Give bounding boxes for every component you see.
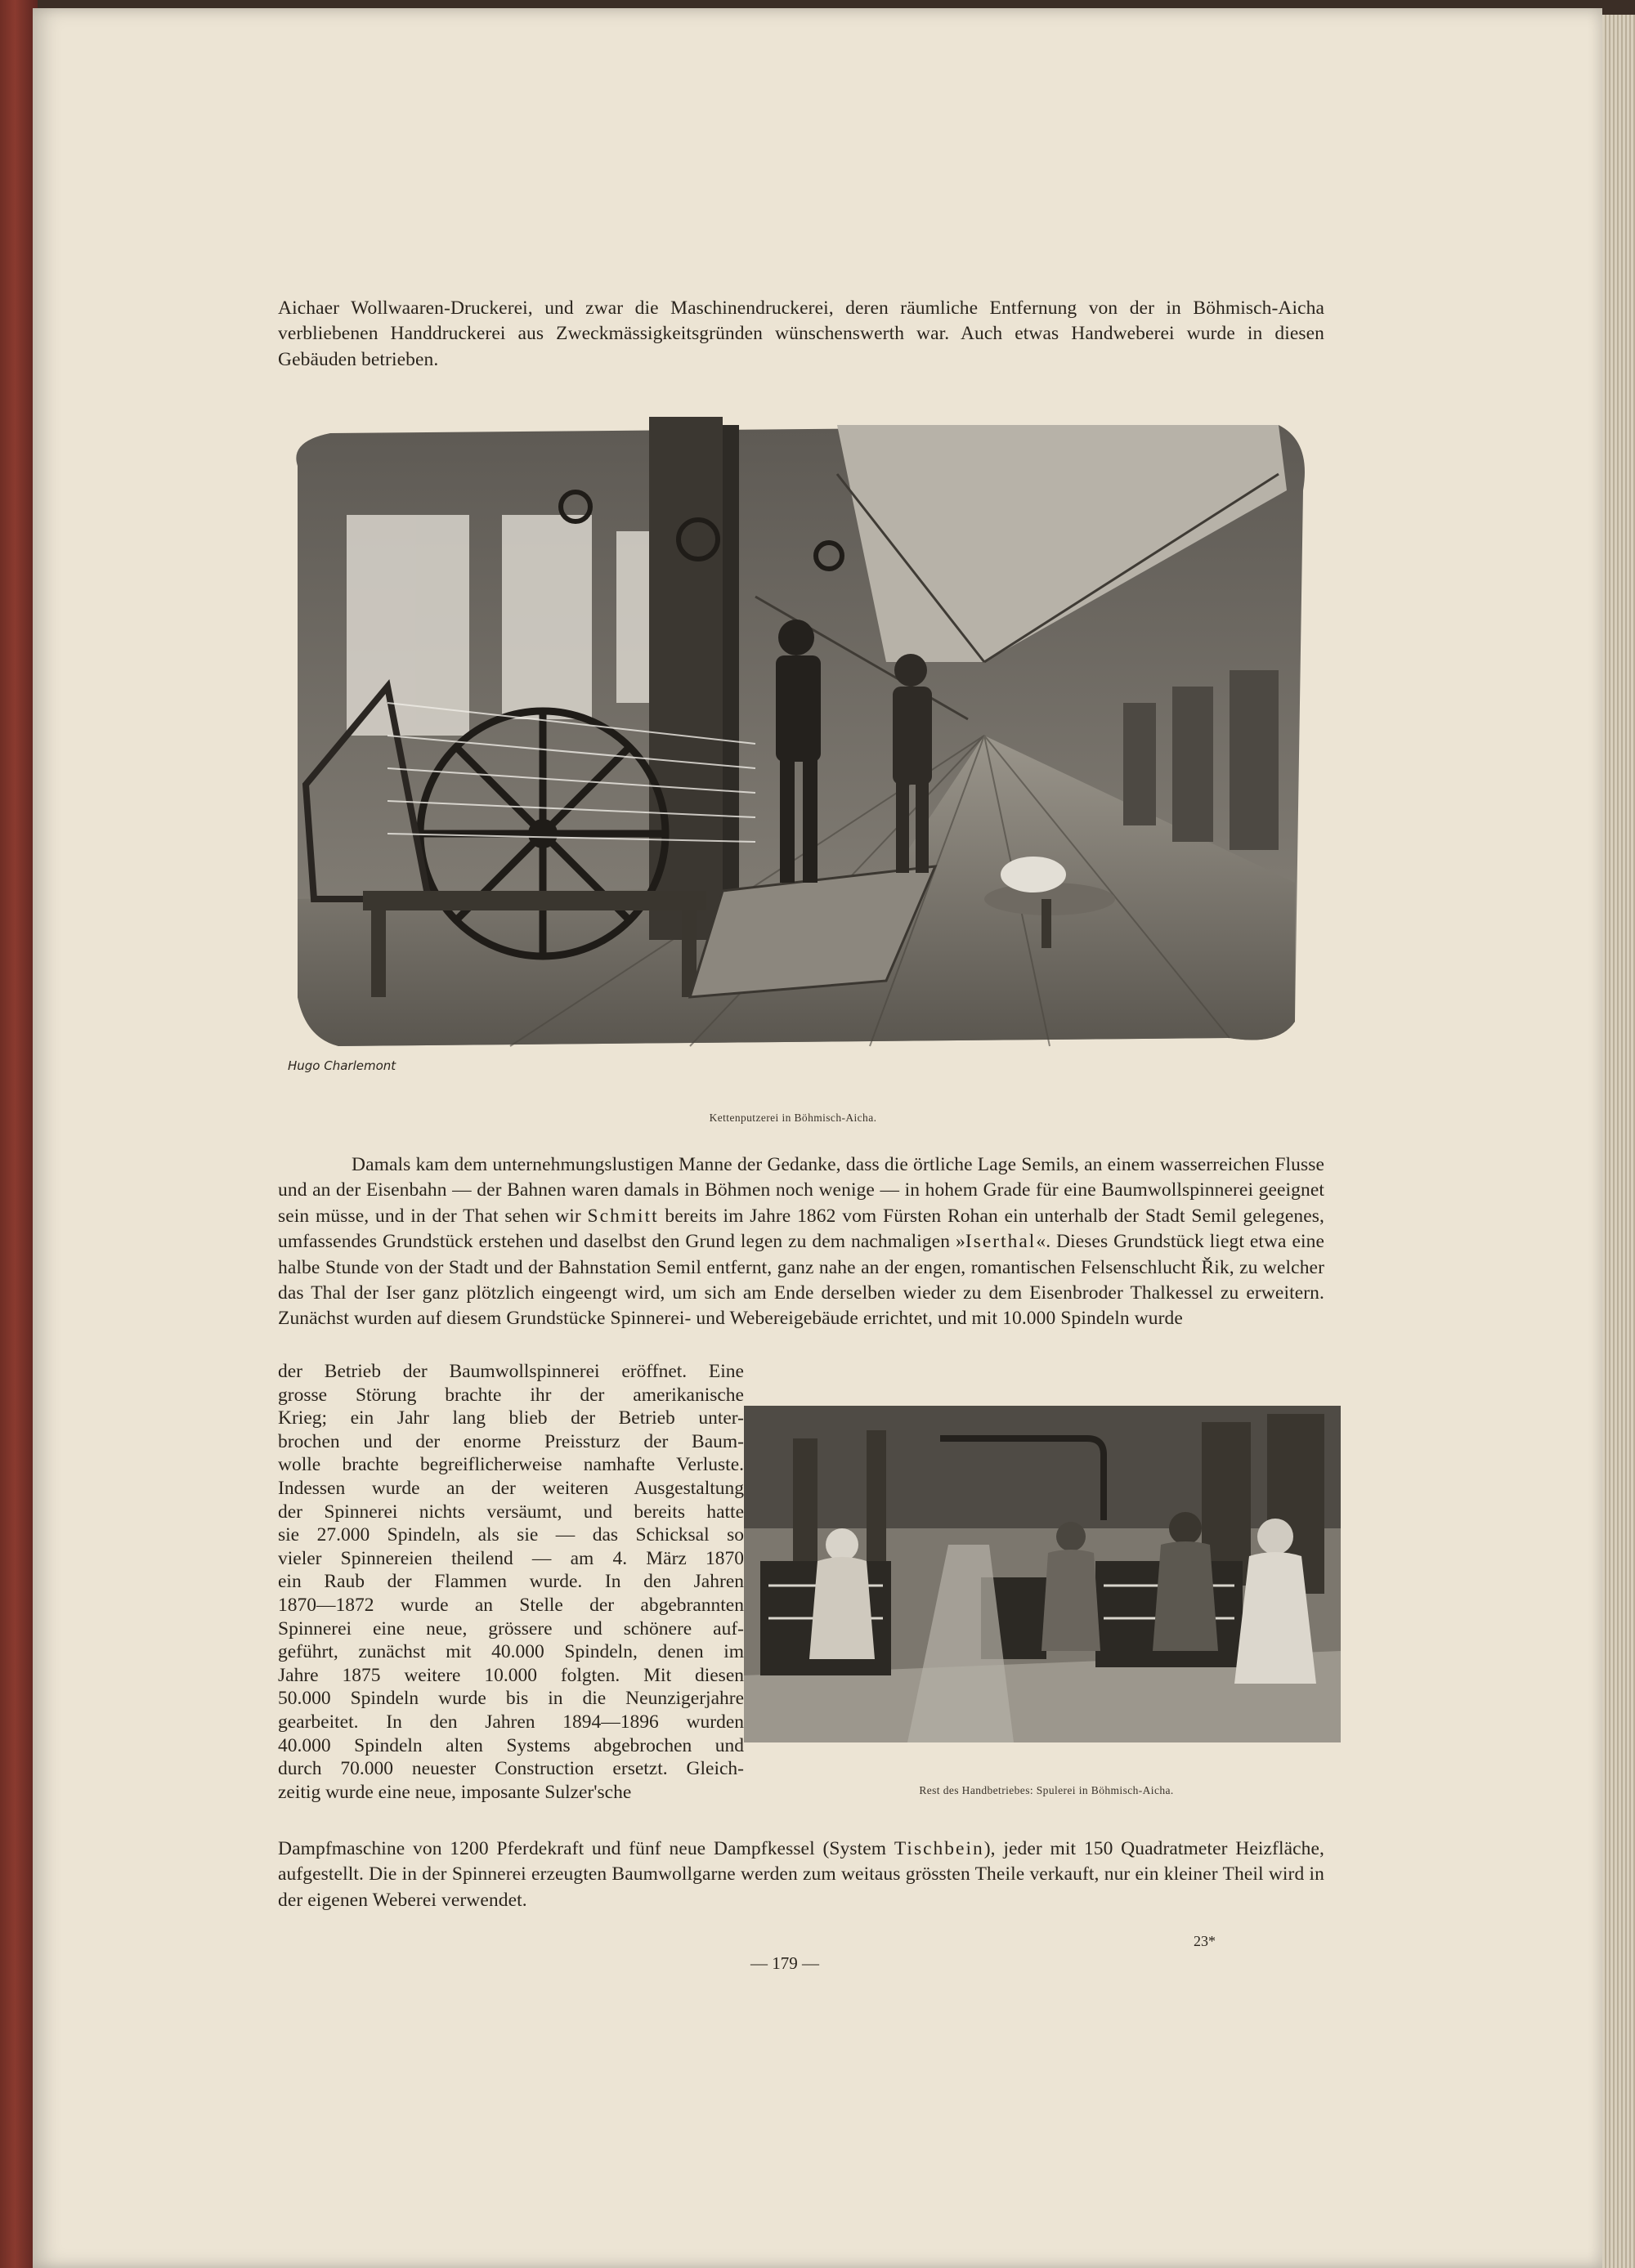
column-line: der Spinnerei nichts versäumt, und bereits hatte	[278, 1501, 744, 1523]
column-line: gearbeitet. In den Jahren 1894—1896 wurden	[278, 1711, 744, 1733]
main-paragraph	[278, 1152, 1324, 1332]
column-line: geführt, zunächst mit 40.000 Spindeln, denen im	[278, 1641, 744, 1663]
figure-spulerei	[744, 1406, 1341, 1742]
final-paragraph	[278, 1836, 1324, 1913]
name-schmitt: Schmitt	[587, 1205, 659, 1227]
spulerei-illustration	[744, 1406, 1341, 1742]
name-iserthal: Iserthal	[965, 1231, 1037, 1253]
column-line: wolle brachte begreiflicherweise namhafte Verluste.	[278, 1454, 744, 1476]
column-line: Spinnerei eine neue, grössere und schönere auf-	[278, 1617, 744, 1639]
main-text-part1: Damals kam dem unternehmungslustigen Manne der Gedanke, dass die örtliche Lage Semils, an einem wasserreichen Flusse und an der Eisenbahn — der Bahnen waren damals in Böhmen noch wenige — in hohem Grade für eine Baumwollspinnerei geeignet sein müsse, und in der That sehen wir	[278, 1154, 1324, 1227]
intro-paragraph: Aichaer Wollwaaren-Druckerei, und zwar die Maschinendruckerei, deren räumliche Entfernung von der in Böhmisch-Aicha verbliebenen Handdruckerei aus Zweckmässigkeitsgründen wünschenswerth war. Auch etwas Handweberei wurde in diesen Gebäuden betrieben.	[278, 297, 1324, 370]
column-line: Krieg; ein Jahr lang blieb der Betrieb unter-	[278, 1407, 744, 1429]
final-text-part2: ), jeder mit 150 Quadratmeter Heizfläche, aufgestellt. Die in der Spinnerei erzeugten Baumwollgarne werden zum weitaus grössten Theile verkauft, nur ein kleiner Theil wird in der eigenen Weberei verwendet.	[278, 1838, 1324, 1911]
column-line: durch 70.000 neuester Construction ersetzt. Gleich-	[278, 1758, 744, 1780]
left-column	[278, 1360, 744, 1804]
figure-kettenputzerei	[265, 392, 1319, 1079]
column-line: vieler Spinnereien theilend — am 4. März 1870	[278, 1547, 744, 1569]
final-text-part1: Dampfmaschine von 1200 Pferdekraft und fünf neue Dampfkessel (System	[278, 1838, 894, 1859]
column-line: sie 27.000 Spindeln, als sie — das Schicksal so	[278, 1524, 744, 1546]
column-line: brochen und der enorme Preissturz der Baum-	[278, 1430, 744, 1452]
column-line: 50.000 Spindeln wurde bis in die Neunzigerjahre	[278, 1688, 744, 1710]
name-tischbein: Tischbein	[894, 1838, 984, 1859]
column-line: der Betrieb der Baumwollspinnerei eröffnet. Eine	[278, 1361, 744, 1382]
main-text-part3: «. Dieses Grundstück liegt etwa eine halbe Stunde von der Stadt und der Bahnstation Semil entfernt, ganz nahe an der engen, romantischen Felsenschlucht Řik, zu welcher das Thal der Iser ganz plötzlich eingeengt wird, um sich am Ende derselben wieder zu dem Eisenbroder Thalkessel zu erweitern. Zunächst wurden auf diesem Grundstücke Spinnerei- und Webereigebäude errichtet, und mit 10.000 Spindeln wurde	[278, 1231, 1324, 1330]
column-line: zeitig wurde eine neue, imposante Sulzer'sche	[278, 1781, 632, 1803]
column-line: 1870—1872 wurde an Stelle der abgebrannten	[278, 1594, 744, 1616]
book-page	[33, 8, 1602, 2268]
figure-bottom-caption: Rest des Handbetriebes: Spulerei in Böhmisch-Aicha.	[919, 1784, 1174, 1796]
page-number: — 179 —	[750, 1953, 819, 1973]
kettenputzerei-illustration	[265, 392, 1319, 1079]
main-text-part2: bereits im Jahre 1862 vom Fürsten Rohan ein unterhalb der Stadt Semil gelegenes, umfassendes Grundstück erstehen und daselbst den Grund legen zu dem nachmaligen »	[278, 1205, 1325, 1253]
illustration-signature: Hugo Charlemont	[288, 1058, 396, 1073]
column-line: 40.000 Spindeln alten Systems abgebrochen und	[278, 1734, 744, 1756]
column-line: Indessen wurde an der weiteren Ausgestaltung	[278, 1477, 744, 1499]
figure-top-caption: Kettenputzerei in Böhmisch-Aicha.	[709, 1112, 877, 1124]
column-line: Jahre 1875 weitere 10.000 folgten. Mit diesen	[278, 1664, 744, 1686]
column-line: grosse Störung brachte ihr der amerikanische	[278, 1384, 744, 1406]
column-line: ein Raub der Flammen wurde. In den Jahren	[278, 1571, 744, 1593]
signature-mark: 23*	[1194, 1933, 1216, 1949]
